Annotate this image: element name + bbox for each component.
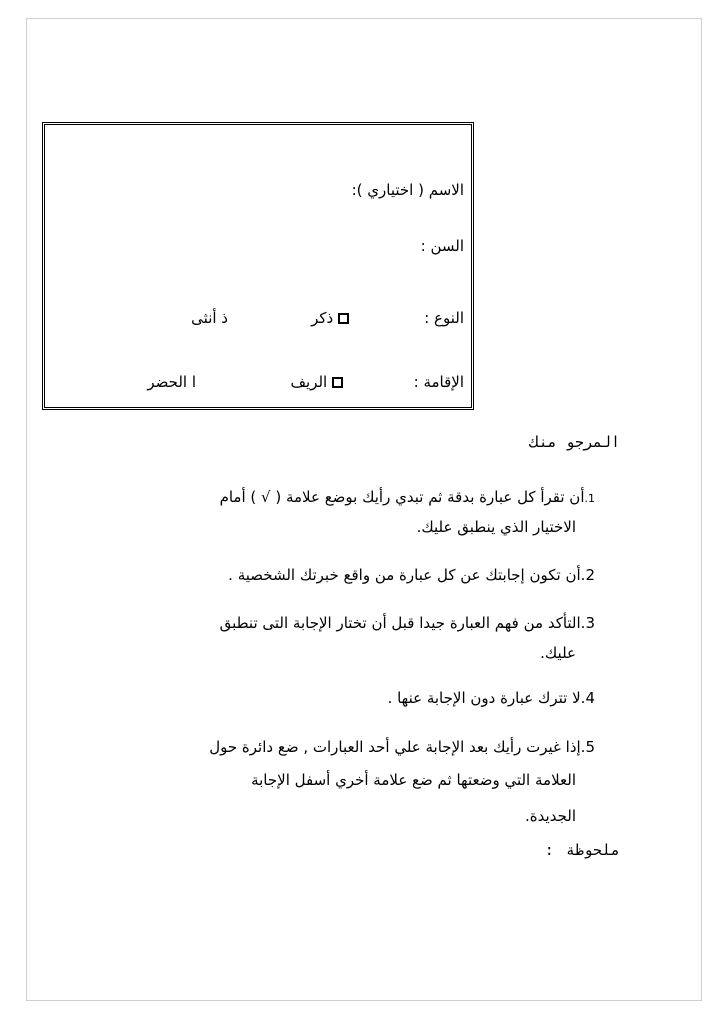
instruction-number: 1.	[584, 492, 595, 505]
instruction-text: التأكد من فهم العبارة جيدا قبل أن تختار الإجابة التى تنطبق	[219, 614, 581, 632]
instruction-item-5	[209, 737, 595, 757]
checkbox-icon[interactable]	[332, 377, 343, 388]
note-colon: :	[544, 841, 554, 859]
instruction-item-3	[220, 613, 595, 633]
instruction-item-5-continuation: العلامة التي وضعتها ثم ضع علامة أخري أسفل الإجابة	[251, 771, 576, 789]
residence-label: الإقامة :	[413, 373, 464, 391]
instructions-heading: المرجو منك	[529, 433, 620, 451]
instruction-text: إذا غيرت رأيك بعد الإجابة علي أحد العبارات , ضع دائرة حول	[209, 738, 581, 756]
gender-male-label: ذكر	[311, 309, 334, 327]
instruction-item-2	[228, 565, 595, 585]
instruction-number: 2.	[580, 566, 595, 584]
residence-rural-option[interactable]	[291, 372, 344, 392]
instruction-item-1-continuation: الاختيار الذي ينطبق عليك.	[416, 518, 576, 536]
instruction-text: أن تقرأ كل عبارة بدقة ثم تبدي رأيك بوضع علامة ( √ ) أمام	[219, 488, 585, 506]
note-label	[545, 840, 620, 860]
instruction-item-3-continuation: عليك.	[540, 644, 576, 662]
instruction-item-1	[220, 487, 595, 509]
note-text: ملحوظة	[565, 841, 620, 859]
instruction-text: أن تكون إجابتك عن كل عبارة من واقع خبرتك الشخصية .	[228, 566, 581, 584]
gender-female-option[interactable]: ذ أنثى	[191, 309, 228, 327]
personal-info-box	[42, 122, 474, 410]
instruction-item-4	[388, 688, 595, 708]
instruction-item-5-continuation-2: الجديدة.	[525, 807, 576, 825]
residence-urban-option[interactable]: ا الحضر	[147, 373, 196, 391]
instruction-number: 3.	[580, 614, 595, 632]
instruction-text: لا تترك عبارة دون الإجابة عنها .	[387, 689, 581, 707]
checkbox-icon[interactable]	[338, 313, 349, 324]
instruction-number: 5.	[580, 738, 595, 756]
residence-rural-label: الريف	[290, 373, 328, 391]
name-label: الاسم ( اختياري ):	[351, 181, 464, 199]
age-label: السن :	[420, 237, 464, 255]
instruction-number: 4.	[580, 689, 595, 707]
gender-label: النوع :	[424, 309, 464, 327]
gender-male-option[interactable]	[311, 308, 349, 328]
